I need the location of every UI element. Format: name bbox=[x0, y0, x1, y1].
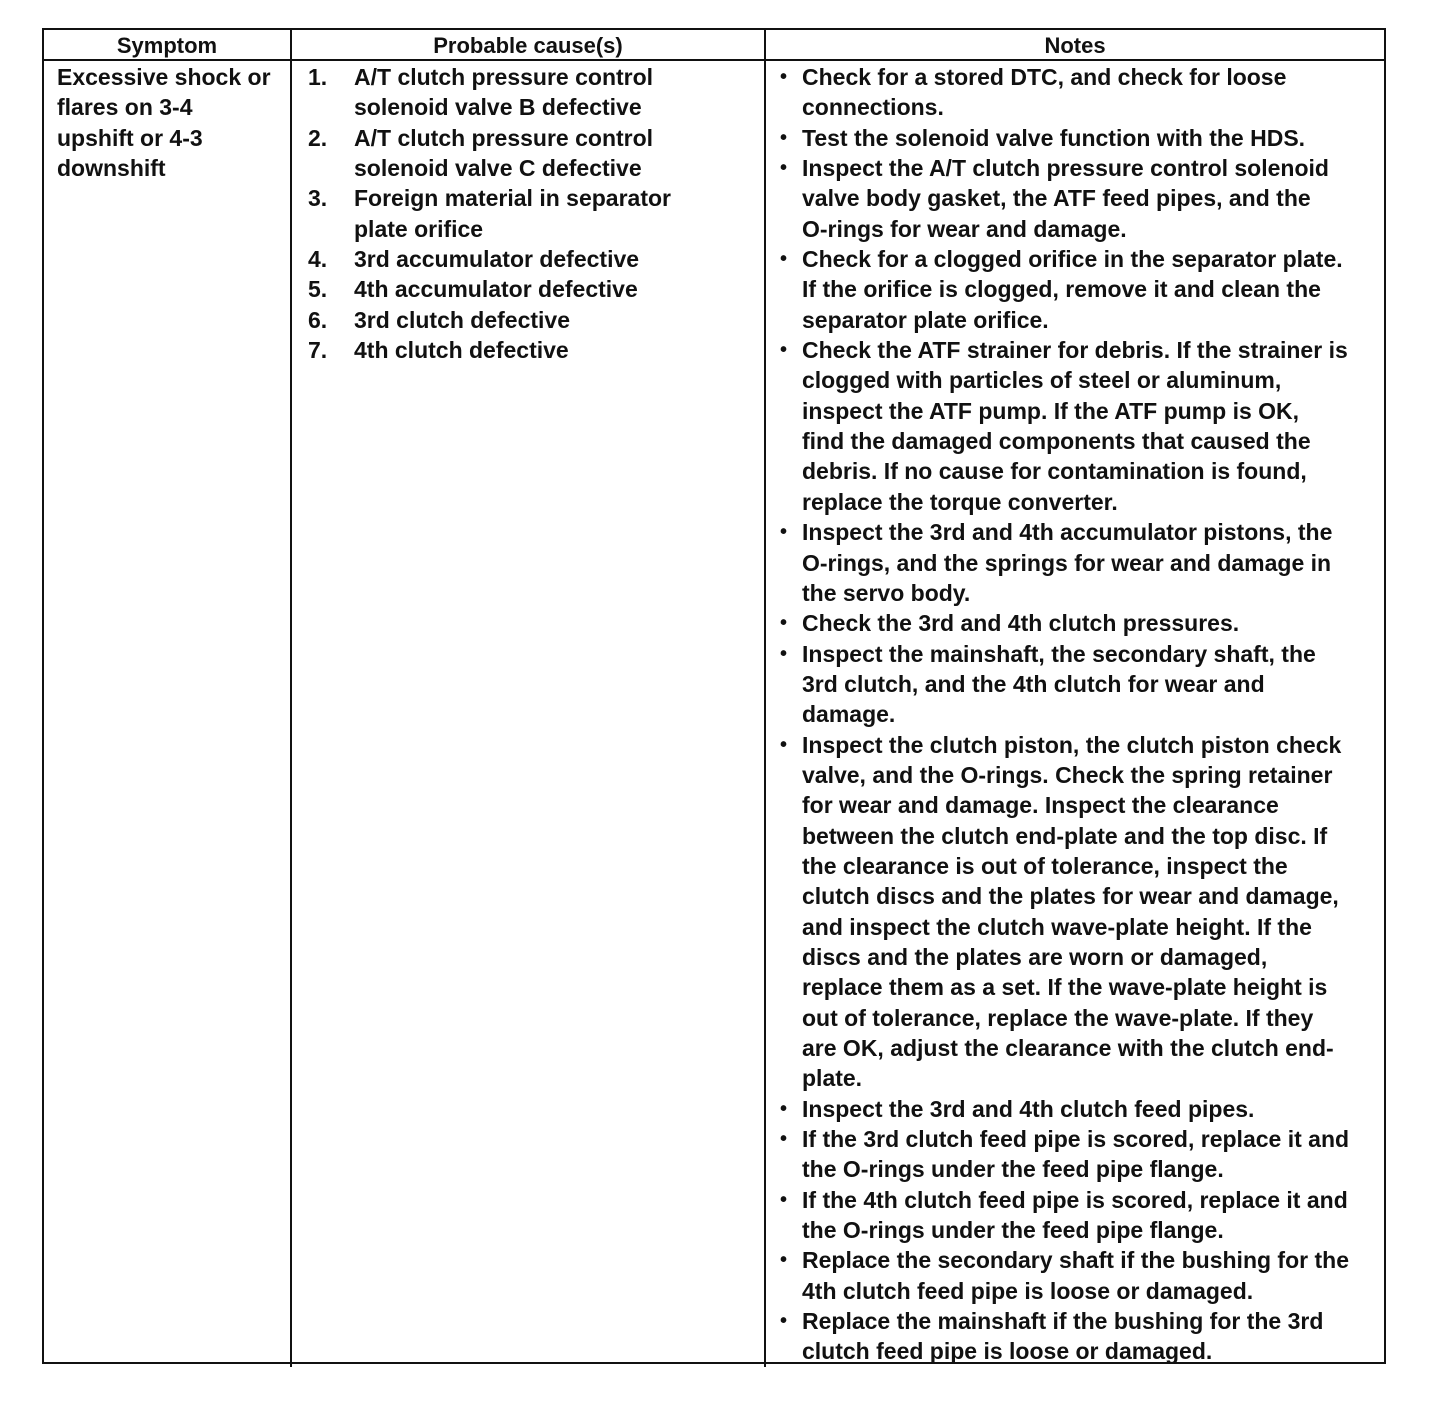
note-text bbox=[802, 1245, 1376, 1306]
bullet-icon: • bbox=[780, 1128, 788, 1151]
note-line: If the 4th clutch feed pipe is scored, replace it and bbox=[802, 1186, 1348, 1213]
bullet-icon: • bbox=[780, 733, 788, 756]
cause-line: A/T clutch pressure control bbox=[354, 64, 654, 90]
header-probable-causes: Probable cause(s) bbox=[292, 30, 766, 61]
bullet-icon: • bbox=[780, 521, 788, 544]
note-item bbox=[780, 62, 1376, 123]
note-line: separator plate orifice. bbox=[802, 306, 1049, 333]
note-line: 4th clutch feed pipe is loose or damaged. bbox=[802, 1277, 1254, 1304]
cause-line: 4th clutch defective bbox=[354, 337, 569, 364]
note-line: Inspect the A/T clutch pressure control solenoid bbox=[802, 155, 1329, 182]
note-line: the O-rings under the feed pipe flange. bbox=[802, 1156, 1224, 1183]
cause-item bbox=[308, 274, 758, 304]
cause-text bbox=[354, 305, 758, 335]
note-item bbox=[780, 244, 1376, 335]
cause-number: 7. bbox=[308, 337, 328, 364]
cause-line: solenoid valve C defective bbox=[354, 155, 642, 182]
note-item bbox=[780, 1306, 1376, 1367]
bullet-icon: • bbox=[780, 157, 788, 180]
note-line: O-rings for wear and damage. bbox=[802, 215, 1127, 242]
note-line: Inspect the 3rd and 4th accumulator pistons, the bbox=[802, 519, 1333, 546]
cause-text bbox=[354, 123, 758, 184]
note-item bbox=[780, 517, 1376, 608]
bullet-icon: • bbox=[780, 1097, 788, 1120]
bullet-icon: • bbox=[780, 248, 788, 271]
cause-text bbox=[354, 335, 758, 365]
note-line: replace the torque converter. bbox=[802, 488, 1118, 515]
note-line: valve, and the O-rings. Check the spring retainer bbox=[802, 761, 1333, 788]
cause-item bbox=[308, 305, 758, 335]
symptom-cell bbox=[44, 61, 292, 1367]
note-line: Check for a clogged orifice in the separator plate. bbox=[802, 246, 1343, 273]
bullet-icon: • bbox=[780, 126, 788, 149]
note-line: Inspect the clutch piston, the clutch piston check bbox=[802, 731, 1342, 758]
note-item bbox=[780, 335, 1376, 517]
note-text bbox=[802, 1124, 1376, 1185]
cause-number: 3. bbox=[308, 185, 328, 212]
note-line: Check for a stored DTC, and check for loose bbox=[802, 64, 1287, 90]
note-text bbox=[802, 517, 1376, 608]
bullet-icon: • bbox=[780, 1310, 788, 1333]
note-text bbox=[802, 639, 1376, 730]
note-line: between the clutch end-plate and the top disc. If bbox=[802, 822, 1328, 849]
cause-item bbox=[308, 123, 758, 184]
symptom-line: upshift or 4-3 bbox=[57, 124, 203, 151]
bullet-icon: • bbox=[780, 66, 788, 88]
note-line: replace them as a set. If the wave-plate height is bbox=[802, 974, 1328, 1001]
symptom-line: downshift bbox=[57, 155, 166, 182]
symptom-line: Excessive shock or bbox=[57, 64, 271, 90]
note-item bbox=[780, 123, 1376, 153]
cause-line: 3rd clutch defective bbox=[354, 306, 571, 333]
cause-line: plate orifice bbox=[354, 215, 484, 242]
note-line: the servo body. bbox=[802, 579, 971, 606]
note-item bbox=[780, 639, 1376, 730]
note-item bbox=[780, 1245, 1376, 1306]
note-line: Replace the secondary shaft if the bushing for the bbox=[802, 1247, 1349, 1274]
cause-number: 4. bbox=[308, 246, 328, 273]
note-text bbox=[802, 153, 1376, 244]
note-line: clogged with particles of steel or aluminum, bbox=[802, 367, 1282, 394]
note-line: Replace the mainshaft if the bushing for the 3rd bbox=[802, 1308, 1324, 1335]
note-line: O-rings, and the springs for wear and damage in bbox=[802, 549, 1332, 576]
cause-line: A/T clutch pressure control bbox=[354, 124, 654, 151]
note-item bbox=[780, 1124, 1376, 1185]
note-text bbox=[802, 123, 1376, 153]
header-symptom: Symptom bbox=[44, 30, 292, 61]
bullet-icon: • bbox=[780, 339, 788, 362]
note-line: Inspect the 3rd and 4th clutch feed pipes. bbox=[802, 1095, 1255, 1122]
note-line: and inspect the clutch wave-plate height. If the bbox=[802, 913, 1312, 940]
note-line: Test the solenoid valve function with the HDS. bbox=[802, 124, 1306, 151]
troubleshooting-table bbox=[42, 28, 1386, 1364]
cause-item bbox=[308, 335, 758, 365]
cause-text bbox=[354, 62, 758, 123]
cause-item bbox=[308, 244, 758, 274]
note-line: out of tolerance, replace the wave-plate. If they bbox=[802, 1004, 1314, 1031]
note-item bbox=[780, 153, 1376, 244]
bullet-icon: • bbox=[780, 642, 788, 665]
note-text bbox=[802, 62, 1376, 123]
note-line: Check the 3rd and 4th clutch pressures. bbox=[802, 610, 1240, 637]
cause-line: 3rd accumulator defective bbox=[354, 246, 640, 273]
note-line: find the damaged components that caused the bbox=[802, 428, 1311, 455]
note-line: 3rd clutch, and the 4th clutch for wear and bbox=[802, 670, 1265, 697]
cause-number: 2. bbox=[308, 124, 328, 151]
cause-line: 4th accumulator defective bbox=[354, 276, 638, 303]
cause-number: 5. bbox=[308, 276, 328, 303]
cause-text bbox=[354, 274, 758, 304]
note-line: If the 3rd clutch feed pipe is scored, replace it and bbox=[802, 1126, 1350, 1153]
note-text bbox=[802, 244, 1376, 335]
note-line: Inspect the mainshaft, the secondary shaft, the bbox=[802, 640, 1316, 667]
note-line: are OK, adjust the clearance with the clutch end- bbox=[802, 1035, 1334, 1061]
note-line: clutch feed pipe is loose or damaged. bbox=[802, 1338, 1213, 1365]
bullet-icon: • bbox=[780, 1249, 788, 1272]
note-item bbox=[780, 1185, 1376, 1246]
note-line: Check the ATF strainer for debris. If the strainer is bbox=[802, 337, 1348, 364]
note-text bbox=[802, 1306, 1376, 1367]
note-line: connections. bbox=[802, 94, 944, 121]
note-line: for wear and damage. Inspect the clearance bbox=[802, 792, 1279, 819]
notes-cell bbox=[766, 61, 1384, 1367]
note-line: the clearance is out of tolerance, inspect the bbox=[802, 852, 1288, 879]
note-line: valve body gasket, the ATF feed pipes, and the bbox=[802, 185, 1311, 212]
note-item bbox=[780, 730, 1376, 1094]
note-item bbox=[780, 608, 1376, 638]
note-line: inspect the ATF pump. If the ATF pump is OK, bbox=[802, 397, 1300, 424]
note-line: clutch discs and the plates for wear and damage, bbox=[802, 883, 1339, 910]
note-line: plate. bbox=[802, 1065, 863, 1092]
note-line: damage. bbox=[802, 701, 896, 728]
symptom-line: flares on 3-4 bbox=[57, 94, 193, 121]
note-line: debris. If no cause for contamination is found, bbox=[802, 458, 1307, 485]
bullet-icon: • bbox=[780, 612, 788, 635]
note-text bbox=[802, 608, 1376, 638]
note-text bbox=[802, 1094, 1376, 1124]
cause-item bbox=[308, 62, 758, 123]
probable-causes-cell bbox=[292, 61, 766, 1367]
cause-number: 1. bbox=[308, 64, 328, 90]
header-notes: Notes bbox=[766, 30, 1384, 61]
note-line: If the orifice is clogged, remove it and clean the bbox=[802, 276, 1321, 303]
cause-item bbox=[308, 183, 758, 244]
note-text bbox=[802, 730, 1376, 1094]
note-line: discs and the plates are worn or damaged, bbox=[802, 943, 1268, 970]
note-item bbox=[780, 1094, 1376, 1124]
note-line: the O-rings under the feed pipe flange. bbox=[802, 1217, 1224, 1244]
cause-text bbox=[354, 244, 758, 274]
cause-line: solenoid valve B defective bbox=[354, 94, 642, 121]
note-text bbox=[802, 1185, 1376, 1246]
cause-line: Foreign material in separator bbox=[354, 185, 671, 212]
note-text bbox=[802, 335, 1376, 517]
cause-number: 6. bbox=[308, 306, 328, 333]
bullet-icon: • bbox=[780, 1188, 788, 1211]
cause-text bbox=[354, 183, 758, 244]
